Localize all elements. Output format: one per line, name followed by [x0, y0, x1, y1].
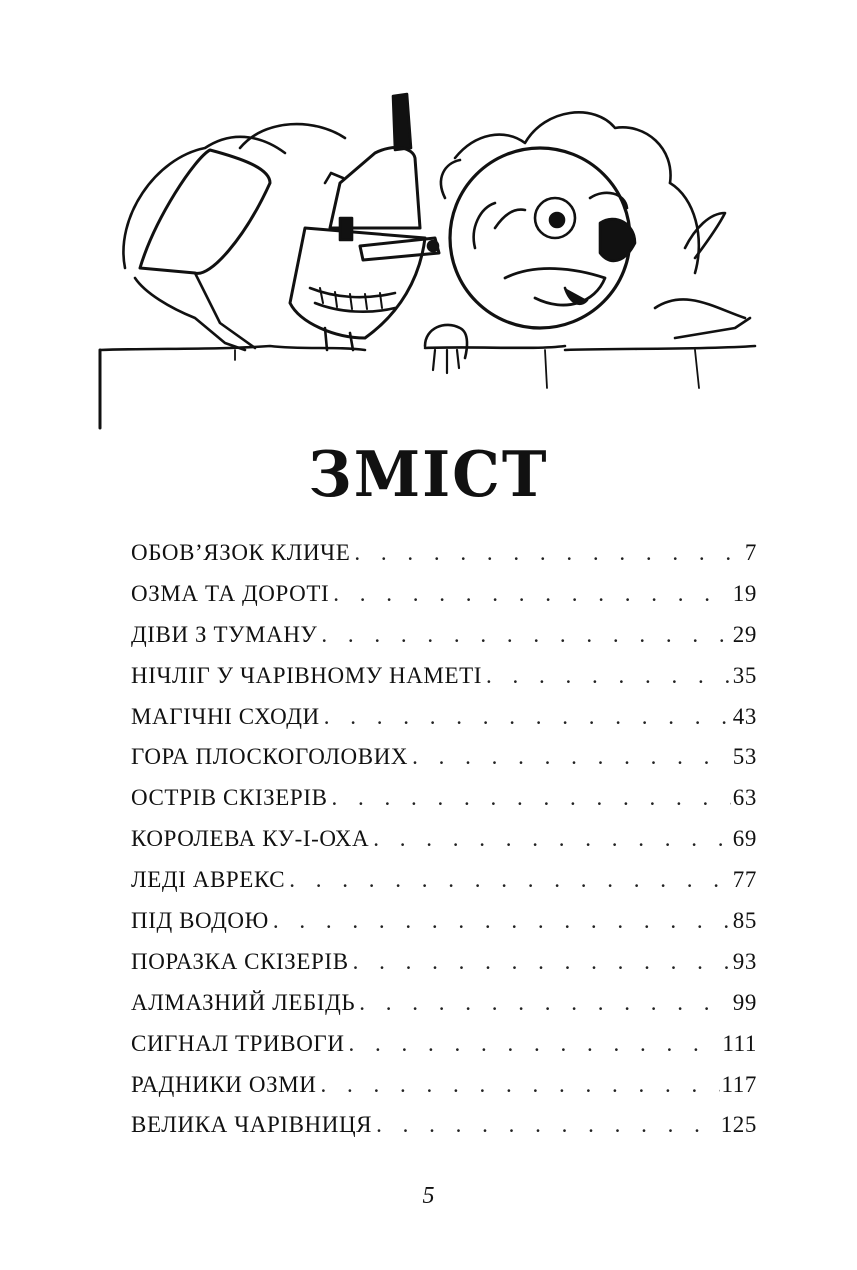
- toc-leader-dots: [317, 622, 730, 648]
- toc-leader-dots: [320, 704, 731, 730]
- toc-entry-title: СИГНАЛ ТРИВОГИ: [131, 1030, 345, 1056]
- toc-entry-page: 53: [732, 744, 757, 770]
- toc-entry[interactable]: [131, 704, 757, 745]
- toc-entry-page: 63: [732, 785, 757, 811]
- toc-entry-title: ВЕЛИКА ЧАРІВНИЦЯ: [131, 1112, 373, 1138]
- toc-leader-dots: [349, 949, 731, 975]
- toc-entry-title: КОРОЛЕВА КУ-І-ОХА: [131, 826, 370, 852]
- toc-entry[interactable]: [131, 663, 757, 704]
- page-number: 5: [422, 1183, 435, 1209]
- toc-leader-dots: [482, 663, 731, 689]
- toc-entry-page: 117: [721, 1071, 757, 1097]
- toc-leader-dots: [355, 990, 731, 1016]
- toc-entry-page: 19: [732, 580, 757, 606]
- toc-entry[interactable]: [131, 622, 757, 663]
- toc-entry-page: 93: [732, 948, 757, 974]
- toc-entry-title: ОБОВ’ЯЗОК КЛИЧЕ: [131, 540, 351, 565]
- toc-leader-dots: [350, 540, 743, 566]
- toc-entry-title: ПОРАЗКА СКІЗЕРІВ: [131, 948, 349, 974]
- toc-leader-dots: [269, 908, 731, 934]
- toc-entry-page: 125: [720, 1112, 757, 1138]
- toc-entry-page: 85: [732, 908, 757, 934]
- toc-entry-page: 111: [722, 1030, 757, 1056]
- toc-entry-title: ГОРА ПЛОСКОГОЛОВИХ: [131, 744, 409, 770]
- toc-entry-page: 77: [732, 867, 757, 893]
- toc-entry-title: МАГІЧНІ СХОДИ: [131, 703, 320, 729]
- toc-entry-page: 69: [732, 826, 757, 852]
- toc-leader-dots: [408, 744, 731, 770]
- page-title: ЗМІСТ: [308, 438, 549, 512]
- toc-entry[interactable]: [131, 540, 757, 581]
- toc-entry-page: 99: [732, 989, 757, 1015]
- header-illustration: [95, 88, 760, 433]
- toc-entry[interactable]: [131, 990, 757, 1031]
- toc-entry[interactable]: [131, 1031, 757, 1072]
- toc-entry-title: РАДНИКИ ОЗМИ: [131, 1071, 317, 1097]
- toc-leader-dots: [369, 826, 731, 852]
- toc-entry[interactable]: [131, 949, 757, 990]
- toc-leader-dots: [329, 581, 731, 607]
- table-of-contents: [131, 540, 757, 1153]
- toc-entry[interactable]: [131, 867, 757, 908]
- toc-entry[interactable]: [131, 785, 757, 826]
- toc-entry-page: 35: [732, 662, 757, 688]
- toc-entry-title: ПІД ВОДОЮ: [131, 908, 269, 934]
- toc-leader-dots: [316, 1072, 719, 1098]
- toc-entry[interactable]: [131, 826, 757, 867]
- toc-leader-dots: [345, 1031, 721, 1057]
- toc-entry[interactable]: [131, 1072, 757, 1113]
- toc-leader-dots: [328, 785, 731, 811]
- toc-entry[interactable]: [131, 581, 757, 622]
- toc-entry-title: ЛЕДІ АВРЕКС: [131, 867, 286, 893]
- toc-entry[interactable]: [131, 908, 757, 949]
- toc-entry-page: 43: [732, 703, 757, 729]
- toc-leader-dots: [285, 867, 731, 893]
- toc-entry-title: АЛМАЗНИЙ ЛЕБІДЬ: [131, 989, 356, 1015]
- toc-entry-page: 29: [732, 621, 757, 647]
- toc-entry[interactable]: [131, 744, 757, 785]
- toc-entry-title: ОЗМА ТА ДОРОТІ: [131, 580, 330, 606]
- toc-entry-page: 7: [744, 540, 757, 565]
- toc-entry-title: ОСТРІВ СКІЗЕРІВ: [131, 785, 328, 811]
- toc-entry-title: ДІВИ З ТУМАНУ: [131, 621, 318, 647]
- toc-leader-dots: [372, 1112, 719, 1138]
- toc-entry[interactable]: [131, 1112, 757, 1153]
- toc-entry-title: НІЧЛІГ У ЧАРІВНОМУ НАМЕТІ: [131, 662, 483, 688]
